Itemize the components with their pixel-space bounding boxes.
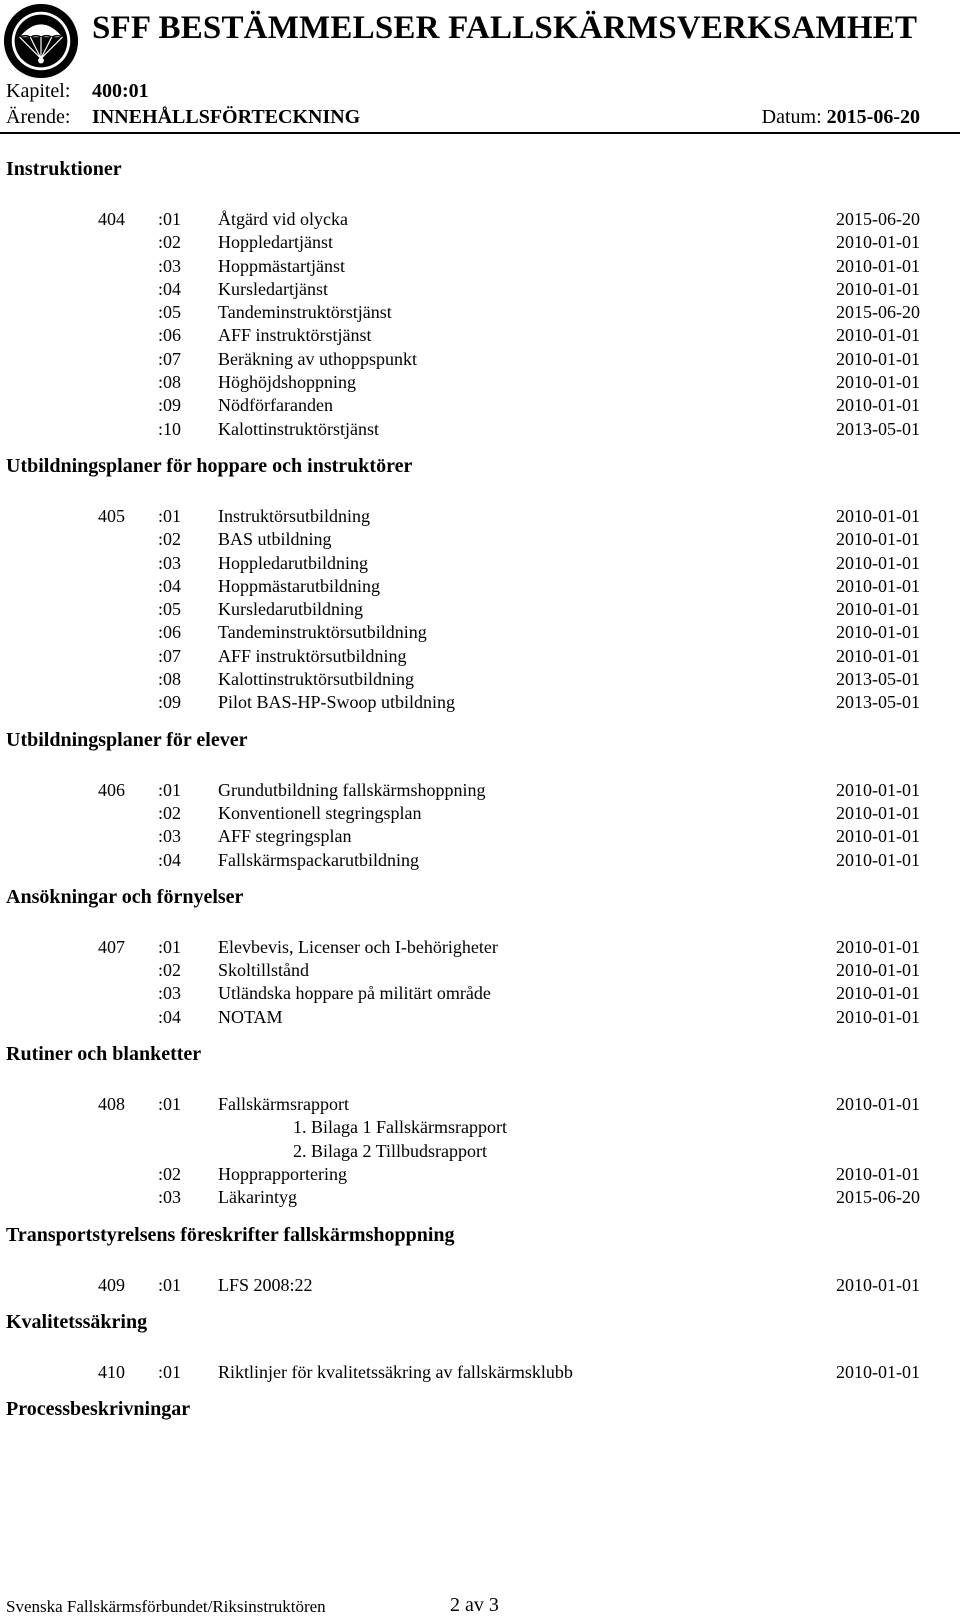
entry-date: 2010-01-01 [836,826,920,847]
entry-code: :01 [158,505,182,526]
entry-code: :03 [158,983,182,1004]
entry-date: 2010-01-01 [836,575,920,596]
toc-entry[interactable] [0,645,960,668]
entry-date: 2010-01-01 [836,232,920,253]
entry-date: 2010-01-01 [836,983,920,1004]
toc-entry[interactable] [0,802,960,825]
section-entry-list [0,194,960,441]
entry-code: :08 [158,372,182,393]
entry-code: :02 [158,960,182,981]
entry-date: 2010-01-01 [836,552,920,573]
kapitel-row [6,80,149,103]
section-heading: Ansökningar och förnyelser [6,885,244,908]
entry-date: 2010-01-01 [836,325,920,346]
entry-code: :02 [158,1163,182,1184]
entry-code: :04 [158,849,182,870]
toc-entry[interactable] [0,1006,960,1029]
section-heading: Transportstyrelsens föreskrifter fallskärmshoppning [6,1223,455,1246]
toc-entry[interactable] [0,324,960,347]
entry-date: 2010-01-01 [836,779,920,800]
entry-date: 2010-01-01 [836,1361,920,1382]
entry-code: :01 [158,209,182,229]
section-entry-list [0,1347,960,1384]
toc-entry[interactable] [0,575,960,598]
entry-title: Nödförfaranden [218,395,333,416]
entry-code: :02 [158,802,182,823]
toc-entry[interactable] [0,959,960,982]
entry-title: Hoppledartjänst [218,232,333,253]
entry-title: Skoltillstånd [218,960,310,981]
arende-label: Ärende: [6,106,71,128]
entry-title: 2. Bilaga 2 Tillbudsrapport [293,1140,488,1161]
entry-code: :08 [158,669,182,690]
entry-code: :10 [158,418,182,439]
toc-entry[interactable] [0,668,960,691]
section-heading: Kvalitetssäkring [6,1310,148,1333]
section-entry-list [0,1079,960,1209]
toc-entry[interactable] [0,849,960,872]
toc-entry[interactable] [0,552,960,575]
section-entry-list [0,922,960,1029]
entry-date: 2010-01-01 [836,1094,920,1115]
toc-entry[interactable] [0,418,960,441]
entry-title: Kursledartjänst [218,278,328,299]
section-heading: Utbildningsplaner för hoppare och instruktörer [6,454,413,477]
entry-date: 2013-05-01 [836,418,920,439]
entry-date: 2013-05-01 [836,669,920,690]
entry-number: 407 [98,936,125,957]
entry-date: 2010-01-01 [836,960,920,981]
entry-title: AFF instruktörstjänst [218,325,372,346]
toc-subentry[interactable] [0,1116,960,1139]
parachute-seal-icon [2,2,80,80]
entry-title: Utländska hoppare på militärt område [218,983,491,1004]
toc-entry[interactable] [0,278,960,301]
entry-date: 2015-06-20 [836,1187,920,1208]
entry-code: :02 [158,529,182,550]
entry-code: :04 [158,575,182,596]
entry-number: 408 [98,1094,125,1115]
entry-date: 2015-06-20 [836,209,920,229]
entry-title: Riktlinjer för kvalitetssäkring av fallskärmsklubb [218,1361,573,1382]
entry-code: :01 [158,1094,182,1115]
entry-code: :01 [158,1274,182,1295]
entry-date: 2010-01-01 [836,395,920,416]
entry-title: Hoppmästarutbildning [218,575,380,596]
entry-date: 2010-01-01 [836,529,920,550]
entry-title: Fallskärmspackarutbildning [218,849,419,870]
toc-entry[interactable] [0,371,960,394]
entry-title: Kalottinstruktörsutbildning [218,669,414,690]
entry-code: :04 [158,278,182,299]
toc-subentry[interactable] [0,1140,960,1163]
datum-label: Datum: [761,106,822,128]
entry-date: 2010-01-01 [836,802,920,823]
kapitel-label: Kapitel: [6,80,71,102]
entry-title: Åtgärd vid olycka [218,209,348,229]
toc-entry[interactable] [0,394,960,417]
entry-title: Beräkning av uthoppspunkt [218,348,417,369]
entry-number: 406 [98,779,125,800]
entry-date: 2010-01-01 [836,936,920,957]
entry-code: :03 [158,552,182,573]
toc-entry[interactable] [0,1186,960,1209]
arende-value: INNEHÅLLSFÖRTECKNING [92,106,361,128]
entry-date: 2010-01-01 [836,645,920,666]
entry-number: 409 [98,1274,125,1295]
entry-number: 405 [98,505,125,526]
toc-entry[interactable] [0,255,960,278]
section-heading: Utbildningsplaner för elever [6,728,248,751]
toc-entry[interactable] [0,528,960,551]
entry-title: NOTAM [218,1006,283,1027]
toc-entry[interactable] [0,231,960,254]
entry-title: Hoppmästartjänst [218,255,345,276]
toc-entry[interactable] [0,779,960,802]
toc-entry[interactable] [0,348,960,371]
entry-date: 2015-06-20 [836,302,920,323]
entry-code: :01 [158,1361,182,1382]
header-divider [0,132,960,134]
entry-title: BAS utbildning [218,529,332,550]
entry-date: 2010-01-01 [836,372,920,393]
entry-code: :07 [158,348,182,369]
entry-date: 2010-01-01 [836,1163,920,1184]
datum-value: 2015-06-20 [826,106,920,128]
entry-number: 404 [98,209,125,229]
entry-title: LFS 2008:22 [218,1274,313,1295]
entry-title: AFF instruktörsutbildning [218,645,407,666]
section-entry-list [0,765,960,872]
toc-entry[interactable] [0,1163,960,1186]
entry-date: 2010-01-01 [836,1274,920,1295]
entry-code: :05 [158,302,182,323]
toc-entry[interactable] [0,621,960,644]
entry-title: Instruktörsutbildning [218,505,370,526]
arende-row [6,106,360,129]
entry-title: Kursledarutbildning [218,599,363,620]
entry-date: 2010-01-01 [836,599,920,620]
entry-title: Konventionell stegringsplan [218,802,422,823]
entry-code: :05 [158,599,182,620]
entry-number: 410 [98,1361,125,1382]
entry-code: :01 [158,779,182,800]
entry-code: :04 [158,1006,182,1027]
section-heading: Rutiner och blanketter [6,1043,202,1066]
table-of-contents [0,144,960,1434]
toc-entry[interactable] [0,208,960,231]
entry-title: Grundutbildning fallskärmshoppning [218,779,486,800]
entry-code: :09 [158,395,182,416]
entry-date: 2010-01-01 [836,505,920,526]
entry-date: 2010-01-01 [836,622,920,643]
entry-code: :06 [158,325,182,346]
toc-entry[interactable] [0,936,960,959]
entry-code: :06 [158,622,182,643]
entry-title: Kalottinstruktörstjänst [218,418,379,439]
section-entry-list [0,1260,960,1297]
entry-title: AFF stegringsplan [218,826,352,847]
entry-title: Höghöjdshoppning [218,372,357,393]
entry-title: Pilot BAS-HP-Swoop utbildning [218,692,456,713]
toc-entry[interactable] [0,691,960,714]
entry-date: 2010-01-01 [836,348,920,369]
toc-entry[interactable] [0,301,960,324]
entry-code: :01 [158,936,182,957]
entry-title: 1. Bilaga 1 Fallskärmsrapport [293,1117,507,1138]
toc-entry[interactable] [0,598,960,621]
entry-date: 2010-01-01 [836,1006,920,1027]
toc-entry[interactable] [0,1361,960,1384]
document-title: SFF BESTÄMMELSER FALLSKÄRMSVERKSAMHET [92,10,918,46]
entry-date: 2010-01-01 [836,849,920,870]
section-heading: Processbeskrivningar [6,1398,191,1421]
toc-entry[interactable] [0,982,960,1005]
entry-date: 2010-01-01 [836,255,920,276]
entry-title: Läkarintyg [218,1187,297,1208]
footer-organization: Svenska Fallskärmsförbundet/Riksinstruktören [6,1597,326,1616]
entry-code: :02 [158,232,182,253]
entry-code: :09 [158,692,182,713]
section-heading: Instruktioner [6,158,122,180]
entry-title: Fallskärmsrapport [218,1094,349,1115]
entry-title: Tandeminstruktörstjänst [218,302,392,323]
entry-code: :03 [158,826,182,847]
toc-entry[interactable] [0,1274,960,1297]
entry-date: 2013-05-01 [836,692,920,713]
kapitel-value: 400:01 [92,80,149,102]
entry-title: Hopprapportering [218,1163,347,1184]
entry-date: 2010-01-01 [836,278,920,299]
datum-row [762,106,920,129]
footer-page-number: 2 av 3 [450,1594,499,1616]
entry-title: Tandeminstruktörsutbildning [218,622,427,643]
entry-title: Elevbevis, Licenser och I-behörigheter [218,936,498,957]
toc-entry[interactable] [0,1093,960,1116]
entry-code: :03 [158,255,182,276]
toc-entry[interactable] [0,505,960,528]
toc-entry[interactable] [0,825,960,848]
section-entry-list [0,491,960,715]
entry-title: Hoppledarutbildning [218,552,368,573]
entry-code: :03 [158,1187,182,1208]
entry-code: :07 [158,645,182,666]
